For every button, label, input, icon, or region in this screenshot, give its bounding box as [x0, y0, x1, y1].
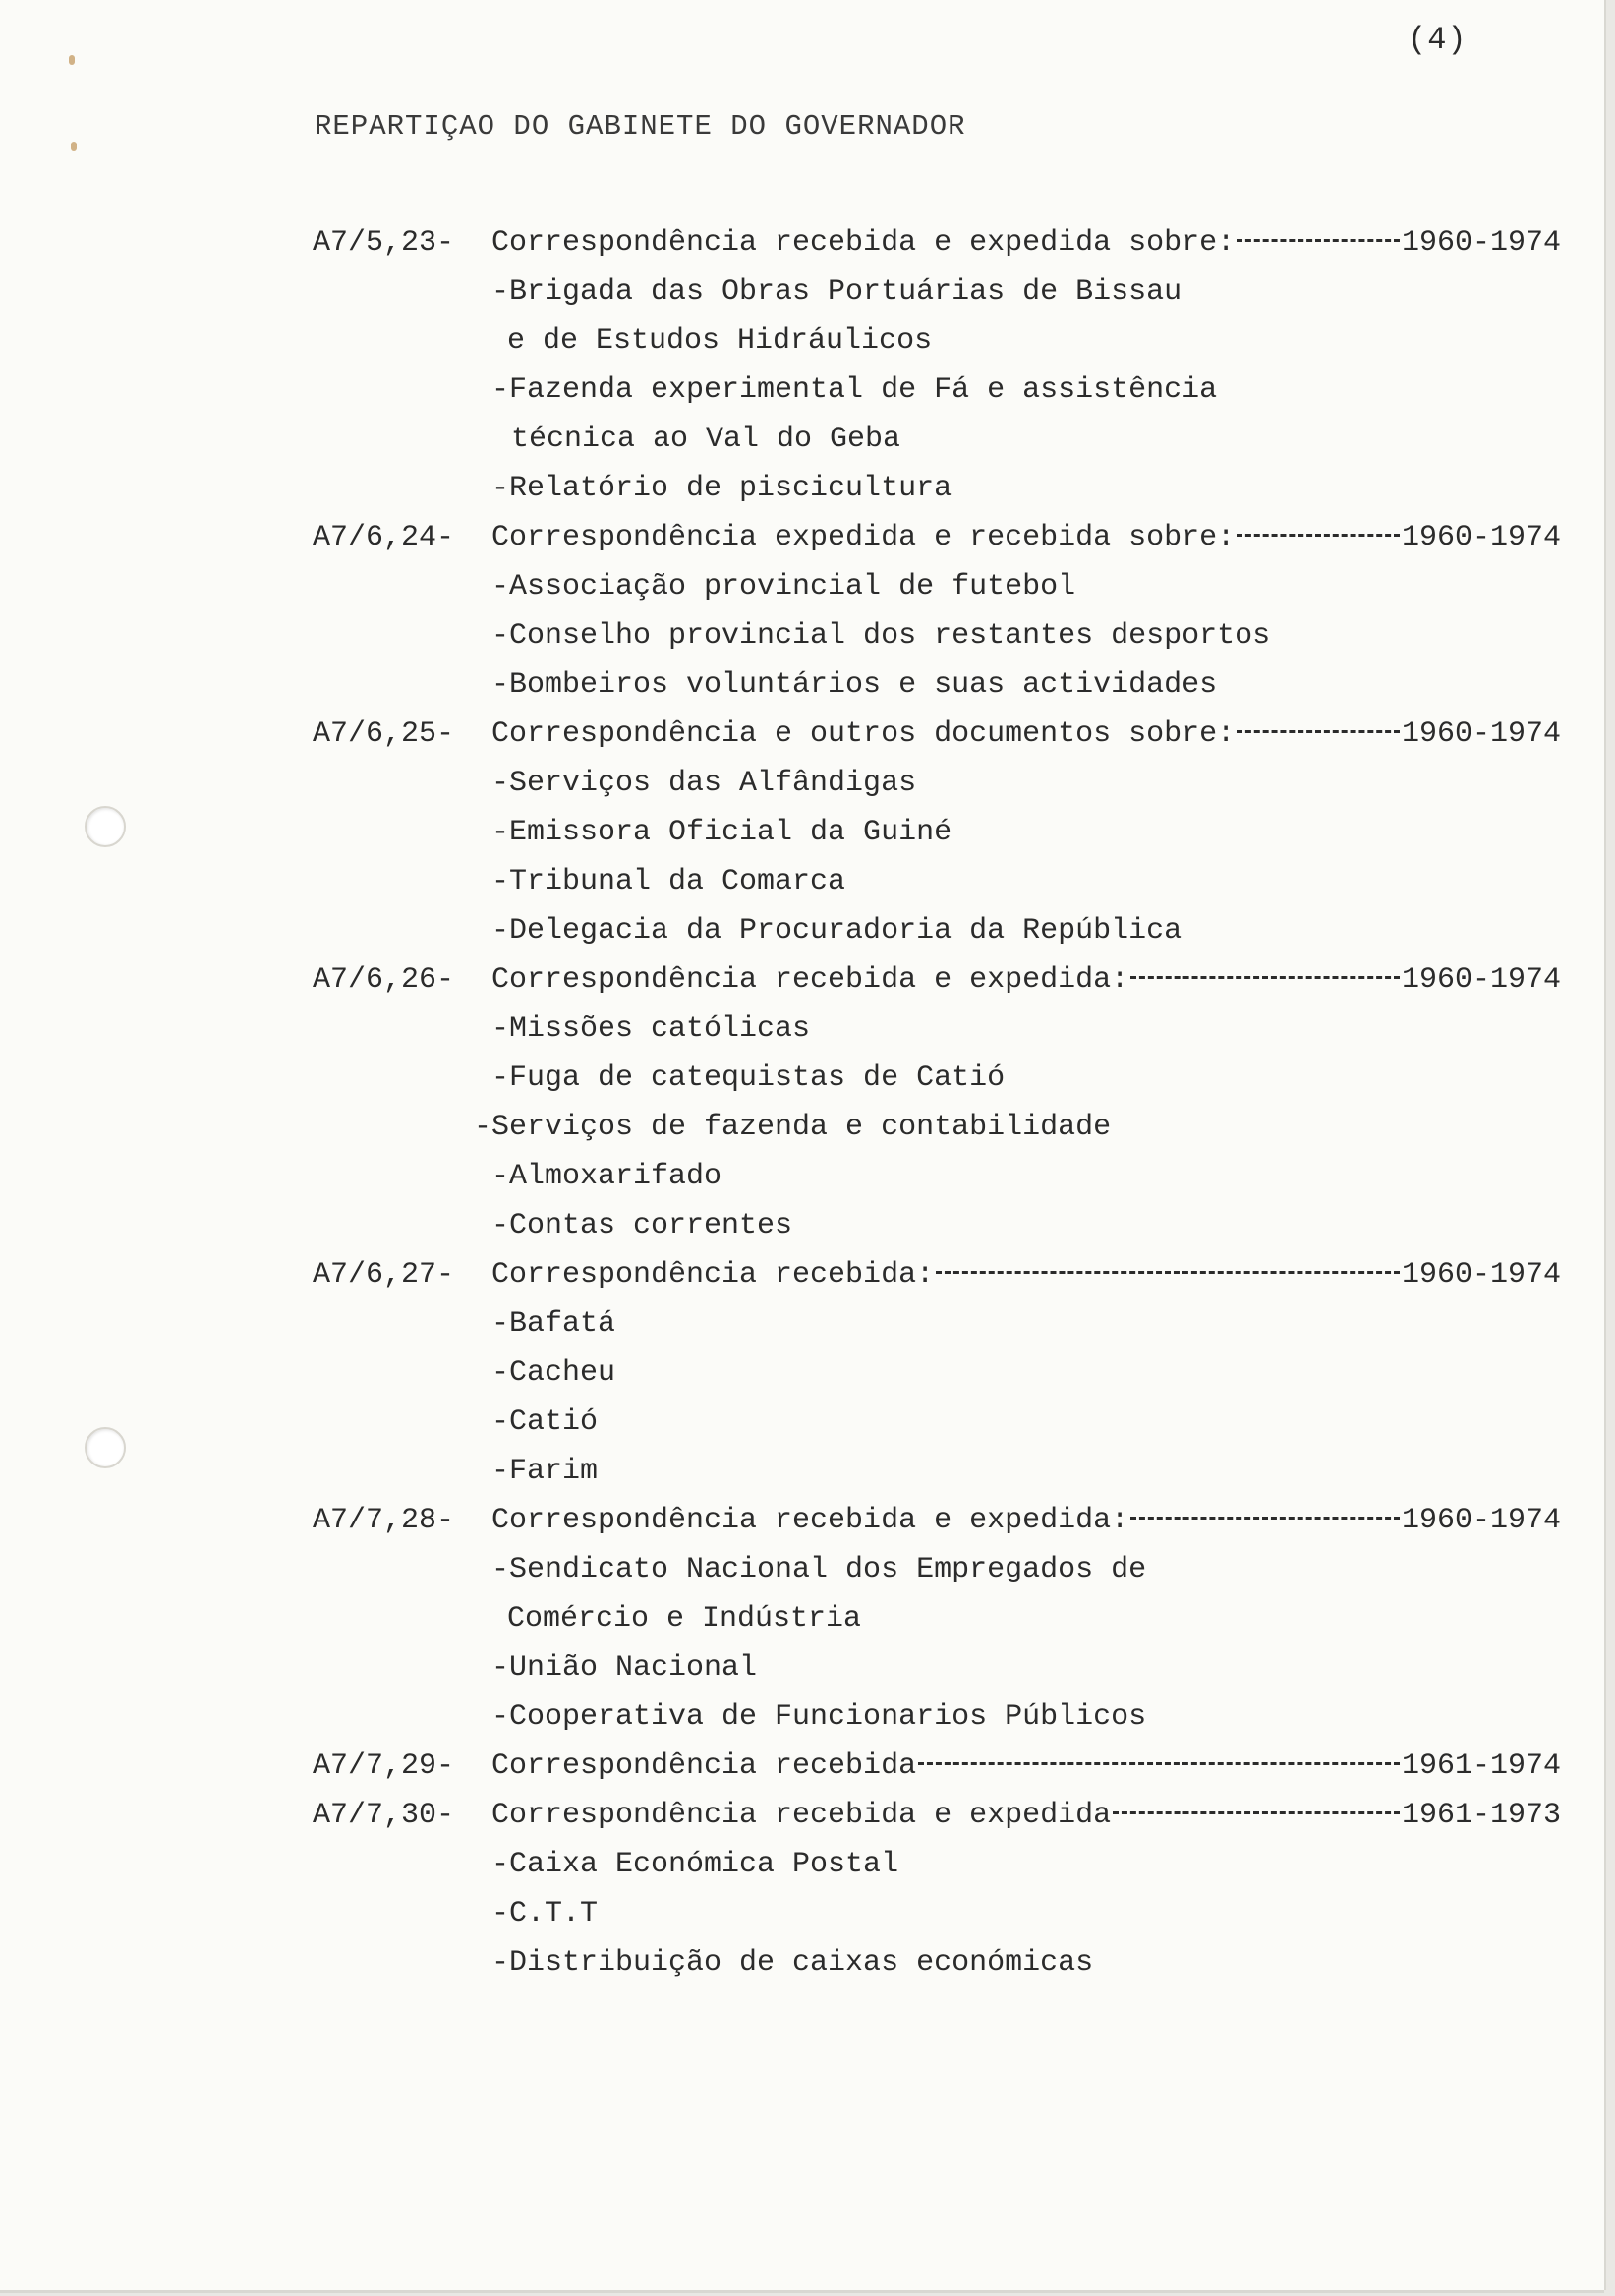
inventory-subitem — [313, 267, 1561, 316]
entry-code: A7/7,30- — [313, 1799, 455, 1832]
subitem-text: -Emissora Oficial da Guiné — [491, 816, 952, 849]
entry-description-row — [491, 1742, 1561, 1791]
inventory-subitem — [313, 366, 1561, 415]
subitem-text: -Serviços de fazenda e contabilidade — [474, 1111, 1112, 1144]
inventory-subitem — [313, 562, 1561, 611]
subitem-text: -Bombeiros voluntários e suas actividades — [491, 668, 1218, 702]
inventory-subitem — [313, 1447, 1561, 1496]
subitem-text: -Brigada das Obras Portuárias de Bissau — [491, 275, 1182, 309]
inventory-entry — [313, 710, 1561, 759]
inventory-list — [313, 218, 1561, 1987]
inventory-subitem — [313, 1398, 1561, 1447]
subitem-text: -Catió — [491, 1406, 599, 1439]
inventory-subitem — [313, 759, 1561, 808]
subitem-text: -Fazenda experimental de Fá e assistência — [491, 373, 1218, 407]
inventory-subitem — [313, 1693, 1561, 1742]
subitem-text: -Sendicato Nacional dos Empregados de — [491, 1553, 1147, 1586]
dash-leader — [936, 1271, 1400, 1274]
entry-code: A7/6,26- — [313, 963, 455, 997]
inventory-subitem — [313, 1299, 1561, 1349]
entry-description: Correspondência recebida e expedida: — [491, 963, 1129, 997]
inventory-subitem — [313, 857, 1561, 906]
subitem-text: -Delegacia da Procuradoria da República — [491, 914, 1182, 947]
inventory-subitem — [313, 1545, 1561, 1594]
subitem-text: -Conselho provincial dos restantes desportos — [491, 619, 1271, 653]
subitem-text: -União Nacional — [491, 1651, 758, 1685]
subitem-text: -Cacheu — [491, 1356, 616, 1390]
entry-description-row — [491, 1496, 1561, 1545]
entry-description-row — [491, 710, 1561, 759]
rust-mark — [71, 142, 77, 151]
subitem-text: -Tribunal da Comarca — [491, 865, 846, 898]
subitem-text: -Distribuição de caixas económicas — [491, 1946, 1094, 1980]
dash-leader — [1130, 1517, 1400, 1520]
inventory-subitem — [313, 1004, 1561, 1054]
entry-code: A7/6,24- — [313, 521, 455, 554]
subitem-text: -Relatório de piscicultura — [491, 472, 952, 505]
entry-code: A7/5,23- — [313, 226, 455, 259]
dash-leader — [918, 1762, 1400, 1765]
entry-description: Correspondência recebida e expedida — [491, 1799, 1112, 1832]
inventory-subitem — [313, 1349, 1561, 1398]
entry-code: A7/7,28- — [313, 1504, 455, 1537]
inventory-entry — [313, 955, 1561, 1004]
dash-leader — [1237, 730, 1400, 733]
entry-description-row — [491, 955, 1561, 1004]
inventory-subitem — [313, 808, 1561, 857]
entry-description-row — [491, 218, 1561, 267]
inventory-subitem — [313, 316, 1561, 366]
inventory-subitem — [313, 611, 1561, 660]
entry-description: Correspondência recebida e expedida sobre: — [491, 226, 1236, 259]
entry-years: 1960-1974 — [1401, 1258, 1561, 1292]
inventory-entry — [313, 1791, 1561, 1840]
inventory-subitem — [313, 415, 1561, 464]
inventory-subitem — [313, 1840, 1561, 1889]
inventory-entry — [313, 218, 1561, 267]
subitem-text: -Contas correntes — [491, 1209, 793, 1242]
inventory-subitem — [313, 1054, 1561, 1103]
inventory-entry — [313, 1496, 1561, 1545]
subitem-text: -Fuga de catequistas de Catió — [491, 1062, 1006, 1095]
inventory-entry — [313, 1250, 1561, 1299]
rust-mark — [69, 55, 75, 65]
dash-leader — [1237, 534, 1400, 537]
entry-years: 1960-1974 — [1401, 718, 1561, 751]
entry-description: Correspondência recebida e expedida: — [491, 1504, 1129, 1537]
subitem-text: -C.T.T — [491, 1897, 599, 1930]
entry-description: Correspondência recebida: — [491, 1258, 935, 1292]
entry-years: 1960-1974 — [1401, 226, 1561, 259]
punch-hole — [85, 1427, 126, 1468]
subitem-text: e de Estudos Hidráulicos — [507, 324, 933, 358]
inventory-entry — [313, 513, 1561, 562]
subitem-text: técnica ao Val do Geba — [511, 423, 901, 456]
entry-years: 1960-1974 — [1401, 521, 1561, 554]
entry-years: 1961-1974 — [1401, 1750, 1561, 1783]
entry-description-row — [491, 1791, 1561, 1840]
subitem-text: -Associação provincial de futebol — [491, 570, 1076, 603]
inventory-subitem — [313, 906, 1561, 955]
subitem-text: -Farim — [491, 1455, 599, 1488]
entry-code: A7/7,29- — [313, 1750, 455, 1783]
inventory-subitem — [313, 1594, 1561, 1643]
dash-leader — [1113, 1811, 1400, 1814]
entry-code: A7/6,27- — [313, 1258, 455, 1292]
subitem-text: Comércio e Indústria — [507, 1602, 862, 1636]
dash-leader — [1237, 239, 1400, 242]
inventory-subitem — [313, 1103, 1561, 1152]
inventory-entry — [313, 1742, 1561, 1791]
inventory-subitem — [313, 464, 1561, 513]
entry-years: 1960-1974 — [1401, 1504, 1561, 1537]
inventory-subitem — [313, 660, 1561, 710]
inventory-subitem — [313, 1643, 1561, 1693]
entry-years: 1961-1973 — [1401, 1799, 1561, 1832]
entry-years: 1960-1974 — [1401, 963, 1561, 997]
subitem-text: -Bafatá — [491, 1307, 616, 1341]
subitem-text: -Caixa Económica Postal — [491, 1848, 899, 1881]
inventory-subitem — [313, 1938, 1561, 1987]
page-heading: REPARTIÇAO DO GABINETE DO GOVERNADOR — [315, 110, 966, 143]
page-number: (4) — [1408, 22, 1468, 58]
entry-description: Correspondência expedida e recebida sobre: — [491, 521, 1236, 554]
inventory-subitem — [313, 1201, 1561, 1250]
subitem-text: -Almoxarifado — [491, 1160, 722, 1193]
dash-leader — [1130, 976, 1400, 979]
entry-description: Correspondência e outros documentos sobre: — [491, 718, 1236, 751]
entry-code: A7/6,25- — [313, 718, 455, 751]
punch-hole — [85, 806, 126, 847]
entry-description: Correspondência recebida — [491, 1750, 917, 1783]
inventory-subitem — [313, 1889, 1561, 1938]
subitem-text: -Cooperativa de Funcionarios Públicos — [491, 1700, 1147, 1734]
entry-description-row — [491, 513, 1561, 562]
subitem-text: -Missões católicas — [491, 1012, 811, 1046]
subitem-text: -Serviços das Alfândigas — [491, 767, 917, 800]
inventory-subitem — [313, 1152, 1561, 1201]
entry-description-row — [491, 1250, 1561, 1299]
